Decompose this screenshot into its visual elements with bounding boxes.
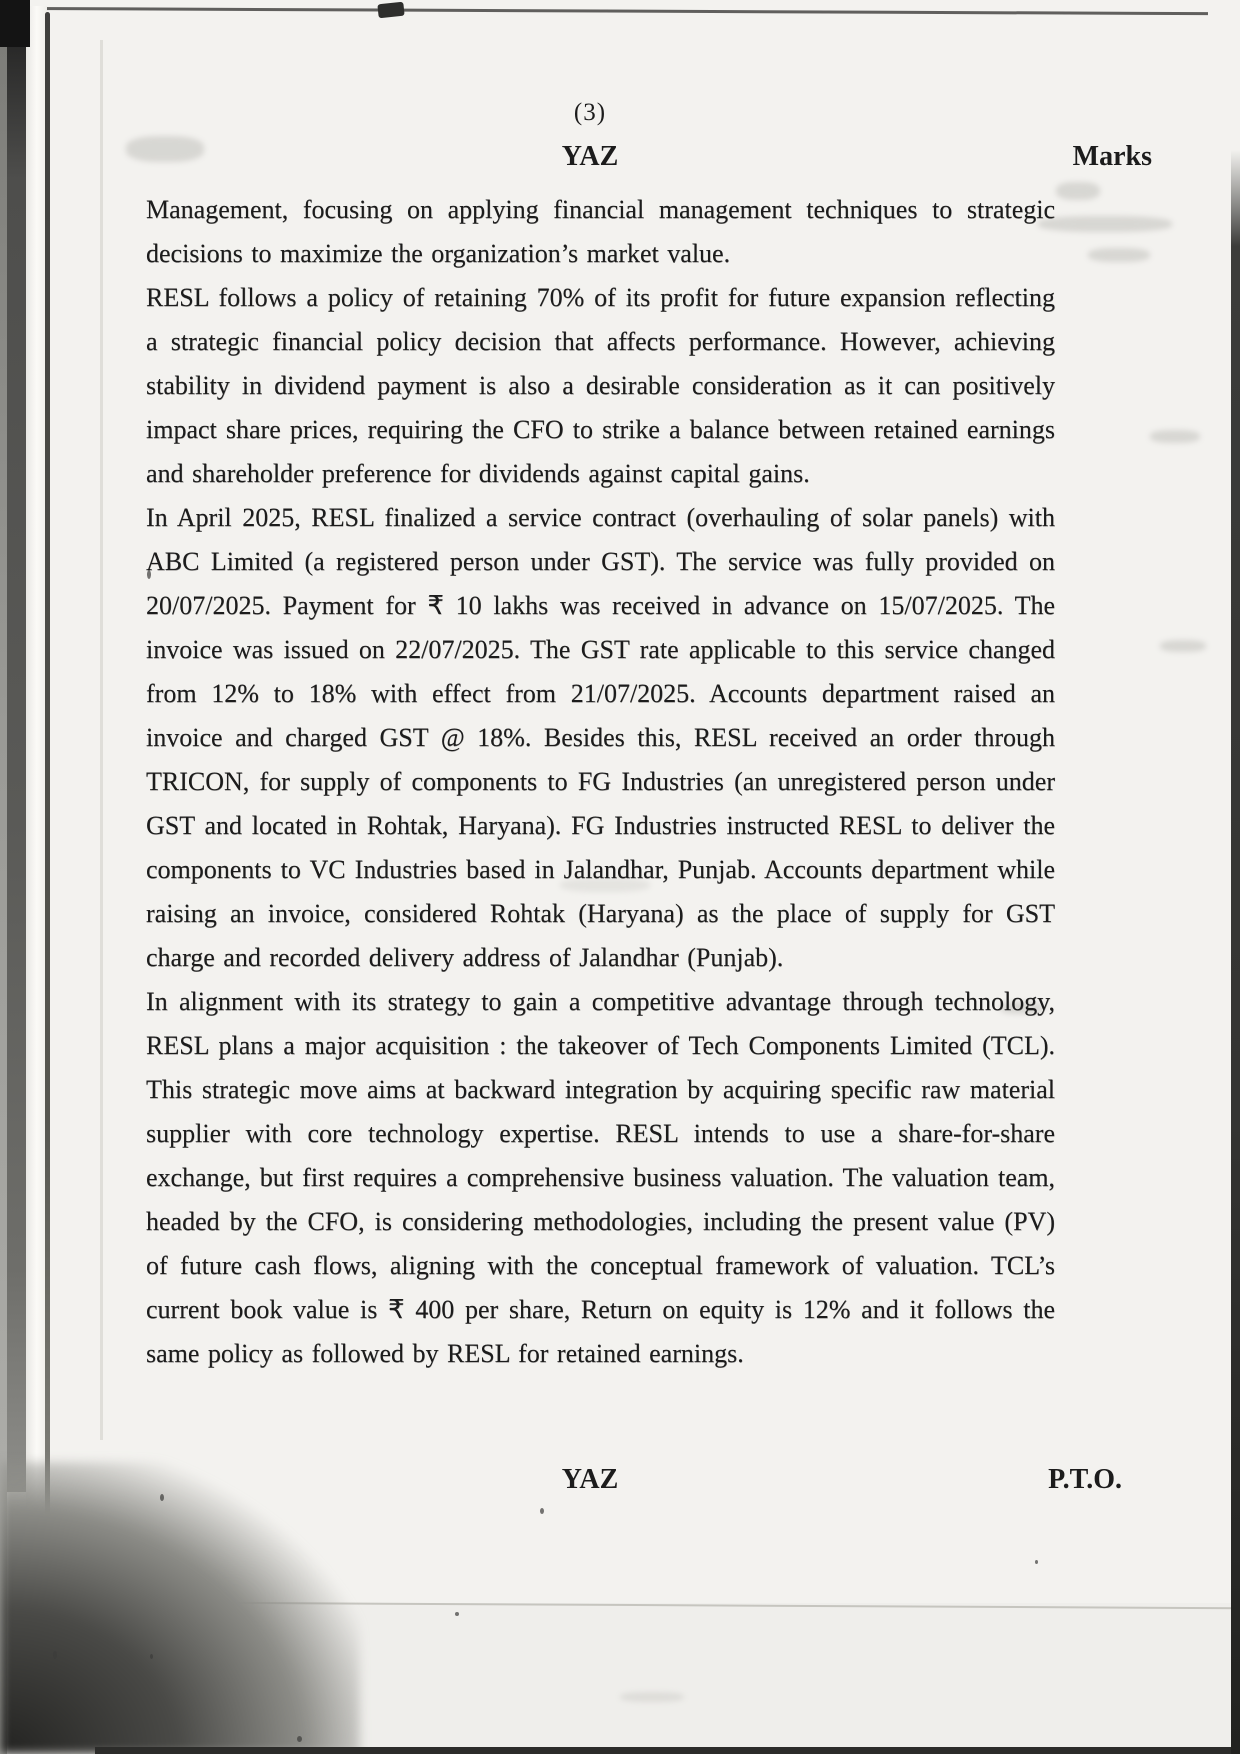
body-paragraph: RESL follows a policy of retaining 70% of its profit for future expansion reflecting a strategic financial policy decision that affects performance. However, achieving stability in dividend payment is also a desirable consideration as it can positively impact share prices, requiring the CFO to strike a balance between retained earnings and shareholder preference for dividends against capital gains.: [146, 283, 1055, 488]
staple-mark: [377, 2, 404, 19]
page-stack-edge: [26, 6, 47, 1598]
ink-speck: [455, 1612, 459, 1616]
inner-fold-line: [100, 40, 103, 1440]
ink-speck: [53, 1651, 57, 1659]
scan-corner-black: [0, 0, 30, 47]
header-paper-code: YAZ: [561, 141, 619, 172]
scan-smudge: [1056, 182, 1100, 200]
ink-speck: [150, 1654, 153, 1659]
binding-shadow: [7, 0, 26, 1492]
body-paragraph: Management, focusing on applying financial management techniques to strategic decisions to maximize the organization’s market value.: [146, 195, 1055, 268]
scan-smudge: [620, 1692, 684, 1702]
ink-speck: [1035, 1560, 1038, 1564]
marks-column-label: Marks: [1072, 141, 1152, 172]
bottom-edge-strip: [95, 1747, 1240, 1754]
bottom-left-shadow: [0, 1462, 360, 1754]
scan-smudge: [1150, 430, 1200, 443]
body-paragraph: In April 2025, RESL finalized a service contract (overhauling of solar panels) with ABC Limited (a registered person under GST). The service was fully provided on 20/07/2025. Payment for ₹ 10 lakhs was received in advance on 15/07/2025. The invoice was issued on 22/07/2025. The GST rate applicable to this service changed from 12% to 18% with effect from 21/07/2025. Accounts department raised an invoice and charged GST @ 18%. Besides this, RESL received an order through TRICON, for supply of components to FG Industries (an unregistered person under GST and located in Rohtak, Haryana). FG Industries instructed RESL to deliver the components to VC Industries based in Jalandhar, Punjab. Accounts department while raising an invoice, considered Rohtak (Haryana) as the place of supply for GST charge and recorded delivery address of Jalandhar (Punjab).: [146, 503, 1055, 972]
right-edge-shadow: [1231, 150, 1240, 1754]
pto-label: P.T.O.: [1048, 1464, 1122, 1495]
page-edge-line: [45, 12, 50, 1592]
scan-smudge: [1160, 640, 1206, 652]
footer-paper-code: YAZ: [561, 1464, 619, 1495]
scan-smudge: [1038, 216, 1172, 232]
ink-speck: [540, 1508, 544, 1514]
page-number: (3): [573, 99, 607, 126]
page-top-edge: [28, 7, 1208, 15]
scan-smudge: [1088, 248, 1150, 262]
ink-speck: [297, 1736, 302, 1742]
question-body: [146, 188, 1055, 1376]
body-paragraph: In alignment with its strategy to gain a competitive advantage through technology, RESL plans a major acquisition : the takeover of Tech Components Limited (TCL). This strategic move aims at backward integration by acquiring specific raw material supplier with core technology expertise. RESL intends to use a share-for-share exchange, but first requires a comprehensive business valuation. The valuation team, headed by the CFO, is considering methodologies, including the present value (PV) of future cash flows, aligning with the conceptual framework of valuation. TCL’s current book value is ₹ 400 per share, Return on equity is 12% and it follows the same policy as followed by RESL for retained earnings.: [146, 987, 1055, 1368]
